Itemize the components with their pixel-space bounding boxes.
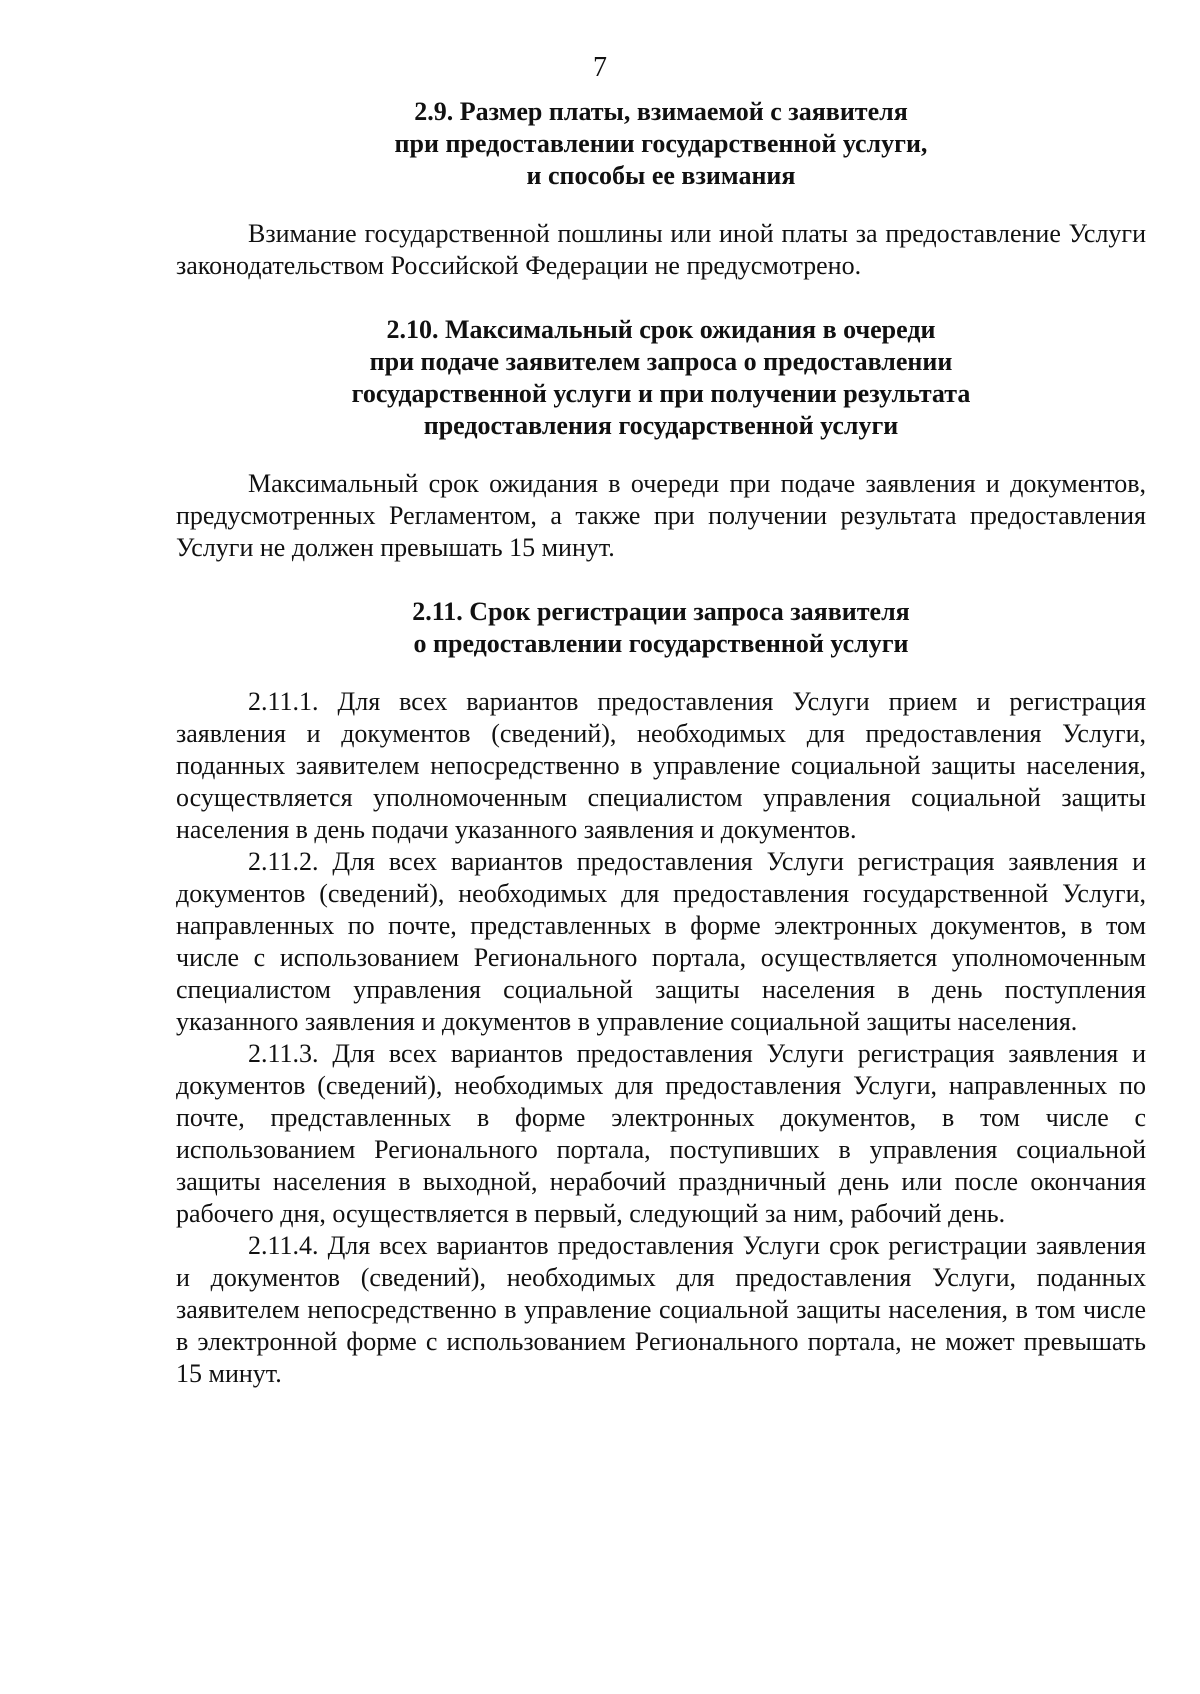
paragraph-fee: Взимание государственной пошлины или иной платы за предоставление Услуги законодательством Российской Федерации не предусмотрено. xyxy=(176,219,1146,280)
heading-line: и способы ее взимания xyxy=(526,161,796,190)
heading-line: при подаче заявителем запроса о предоставлении xyxy=(369,347,953,376)
heading-line: о предоставлении государственной услуги xyxy=(413,629,909,658)
paragraph-2-11-3: 2.11.3. Для всех вариантов предоставления Услуги регистрация заявления и документов (сведений), необходимых для предоставления Услуги, направленных по почте, представленных в форме электронных документов, в том числе с использованием Регионального портала, поступивших в управления социальной защиты населения в выходной, нерабочий праздничный день или после окончания рабочего дня, осуществляется в первый, следующий за ним, рабочий день. xyxy=(176,1039,1146,1228)
section-heading-2-9 xyxy=(176,96,1146,192)
heading-line: государственной услуги и при получении результата xyxy=(351,379,971,408)
heading-line: предоставления государственной услуги xyxy=(423,411,899,440)
heading-line: 2.10. Максимальный срок ожидания в очереди xyxy=(386,315,936,344)
section-heading-2-11 xyxy=(176,596,1146,660)
document-body xyxy=(176,96,1146,1390)
paragraph-2-11-2: 2.11.2. Для всех вариантов предоставления Услуги регистрация заявления и документов (сведений), необходимых для предоставления государственной Услуги, направленных по почте, представленных в форме электронных документов, в том числе с использованием Регионального портала, осуществляется уполномоченным специалистом управления социальной защиты населения в день поступления указанного заявления и документов в управление социальной защиты населения. xyxy=(176,847,1146,1036)
paragraph-queue-time: Максимальный срок ожидания в очереди при подаче заявления и документов, предусмотренных Регламентом, а также при получении результата предоставления Услуги не должен превышать 15 минут. xyxy=(176,469,1146,562)
heading-line: при предоставлении государственной услуги, xyxy=(394,129,928,158)
heading-line: 2.9. Размер платы, взимаемой с заявителя xyxy=(414,97,908,126)
section-heading-2-10 xyxy=(176,314,1146,442)
heading-line: 2.11. Срок регистрации запроса заявителя xyxy=(412,597,910,626)
paragraph-2-11-1: 2.11.1. Для всех вариантов предоставления Услуги прием и регистрация заявления и документов (сведений), необходимых для предоставления Услуги, поданных заявителем непосредственно в управление социальной защиты населения, осуществляется уполномоченным специалистом управления социальной защиты населения в день подачи указанного заявления и документов. xyxy=(176,687,1146,844)
paragraph-2-11-4: 2.11.4. Для всех вариантов предоставления Услуги срок регистрации заявления и документов (сведений), необходимых для предоставления Услуги, поданных заявителем непосредственно в управление социальной защиты населения, в том числе в электронной форме с использованием Регионального портала, не может превышать 15 минут. xyxy=(176,1231,1146,1388)
page-number: 7 xyxy=(593,52,607,83)
